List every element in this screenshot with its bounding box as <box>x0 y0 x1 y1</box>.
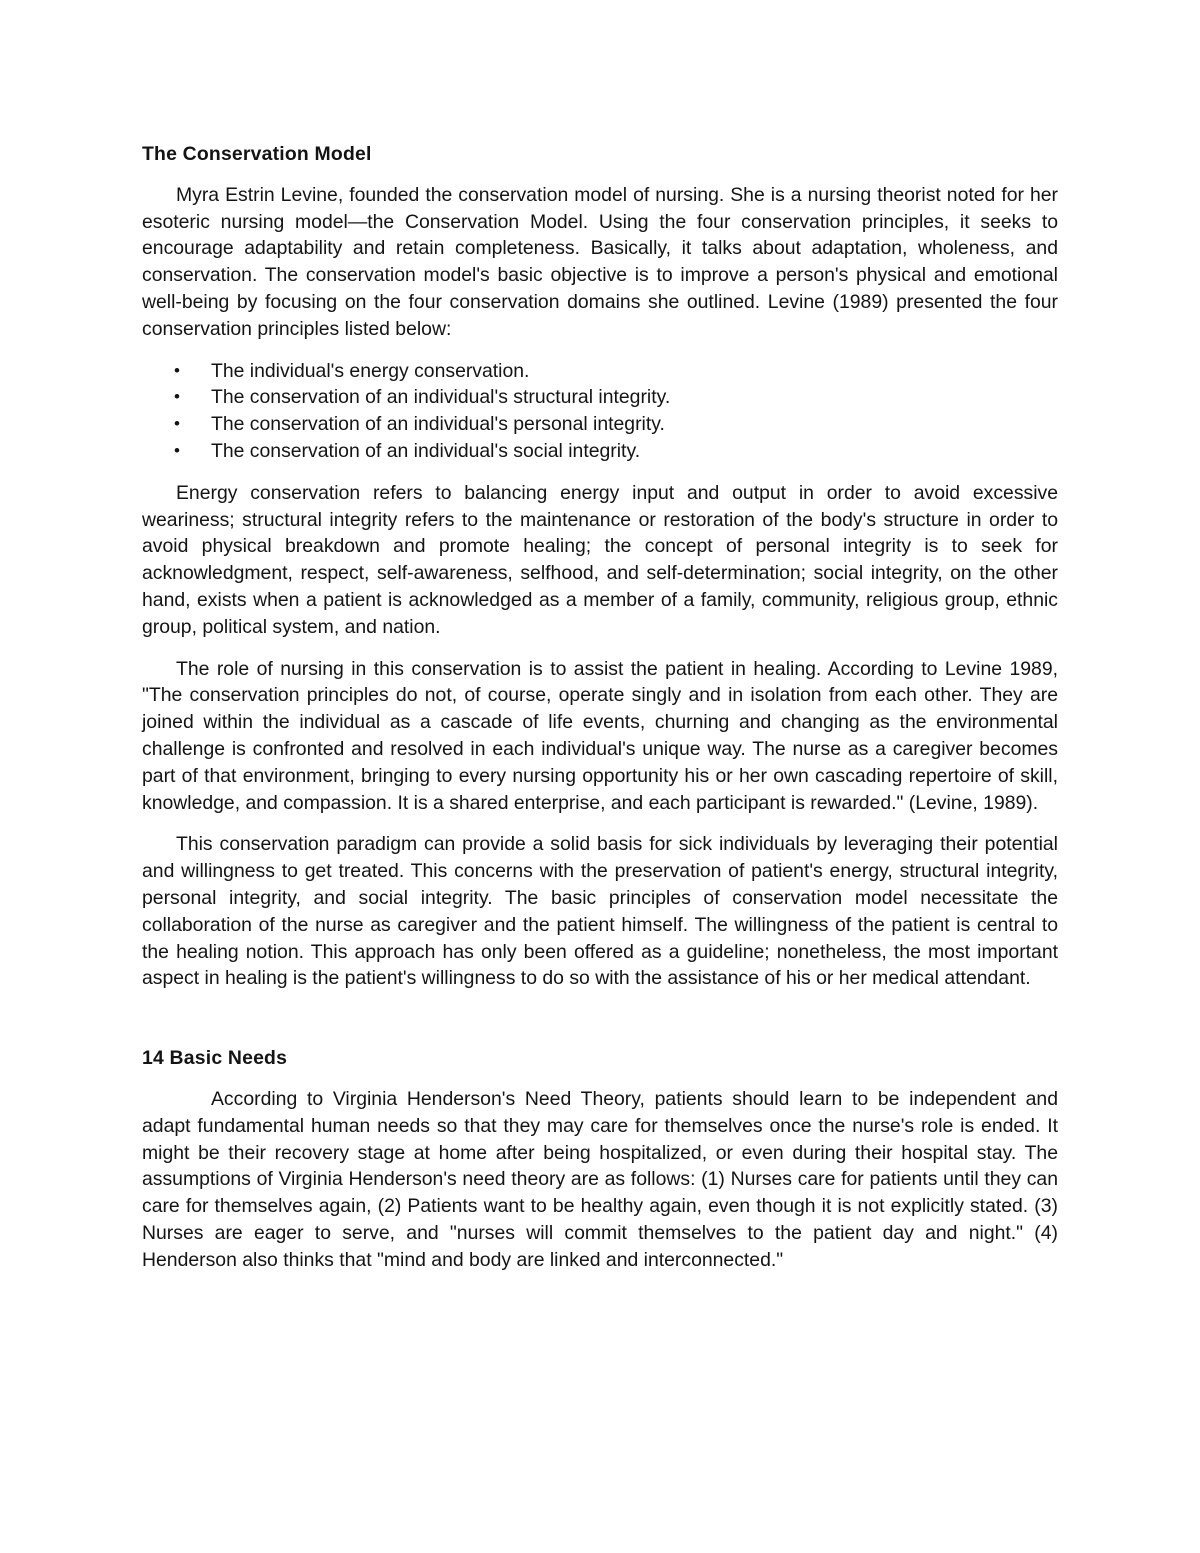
paragraph-levine-intro: Myra Estrin Levine, founded the conservation model of nursing. She is a nursing theorist noted for her esoteric nursing model—the Conservation Model. Using the four conservation principles, it seeks to encourage adaptability and retain completeness. Basically, it talks about adaptation, wholeness, and conservation. The conservation model's basic objective is to improve a person's physical and emotional well-being by focusing on the four conservation domains she outlined. Levine (1989) presented the four conservation principles listed below: <box>142 183 1058 340</box>
bullet-icon: • <box>174 440 180 460</box>
list-item <box>142 438 1058 465</box>
bullet-icon: • <box>174 387 180 407</box>
paragraph-conservation-paradigm: This conservation paradigm can provide a solid basis for sick individuals by leveraging their potential and willingness to get treated. This concerns with the preservation of patient's energy, structural integrity, personal integrity, and social integrity. The basic principles of conservation model necessitate the collaboration of the nurse as caregiver and the patient himself. The willingness of the patient is central to the healing notion. This approach has only been offered as a guideline; nonetheless, the most important aspect in healing is the patient's willingness to do so with the assistance of his or her medical attendant. <box>142 833 1058 990</box>
paragraph-role-of-nursing: The role of nursing in this conservation is to assist the patient in healing. According to Levine 1989, "The conservation principles do not, of course, operate singly and in isolation from each other. They are joined within the individual as a cascade of life events, churning and changing as the environmental challenge is confronted and resolved in each individual's unique way. The nurse as a caregiver becomes part of that environment, bringing to every nursing opportunity his or her own cascading repertoire of skill, knowledge, and compassion. It is a shared enterprise, and each participant is rewarded." (Levine, 1989). <box>142 657 1058 814</box>
section-heading-basic-needs: 14 Basic Needs <box>142 1047 288 1070</box>
bullet-icon: • <box>174 360 180 380</box>
list-item-text: The individual's energy conservation. <box>211 359 530 382</box>
list-item <box>142 384 1058 411</box>
paragraph-henderson-need-theory: According to Virginia Henderson's Need Theory, patients should learn to be independent and adapt fundamental human needs so that they may care for themselves once the nurse's role is ended. It might be their recovery stage at home after being hospitalized, or even during their hospital stay. The assumptions of Virginia Henderson's need theory are as follows: (1) Nurses care for patients until they can care for themselves again, (2) Patients want to be healthy again, even though it is not explicitly stated. (3) Nurses are eager to serve, and "nurses will commit themselves to the patient day and night." (4) Henderson also thinks that "mind and body are linked and interconnected." <box>142 1087 1058 1271</box>
list-item-text: The conservation of an individual's personal integrity. <box>211 413 665 436</box>
bullet-icon: • <box>174 414 180 434</box>
section-spacer <box>142 992 1058 1045</box>
list-item <box>142 411 1058 438</box>
conservation-principles-list <box>142 358 1058 465</box>
list-item <box>142 358 1058 385</box>
section-heading-conservation-model: The Conservation Model <box>142 143 372 165</box>
list-item-text: The conservation of an individual's structural integrity. <box>211 386 671 409</box>
document-page <box>142 141 1058 1273</box>
paragraph-energy-conservation: Energy conservation refers to balancing energy input and output in order to avoid excessive weariness; structural integrity refers to the maintenance or restoration of the body's structure in order to avoid physical breakdown and promote healing; the concept of personal integrity is to seek for acknowledgment, respect, self-awareness, selfhood, and self-determination; social integrity, on the other hand, exists when a patient is acknowledged as a member of a family, community, religious group, ethnic group, political system, and nation. <box>142 481 1058 638</box>
list-item-text: The conservation of an individual's social integrity. <box>211 439 641 462</box>
